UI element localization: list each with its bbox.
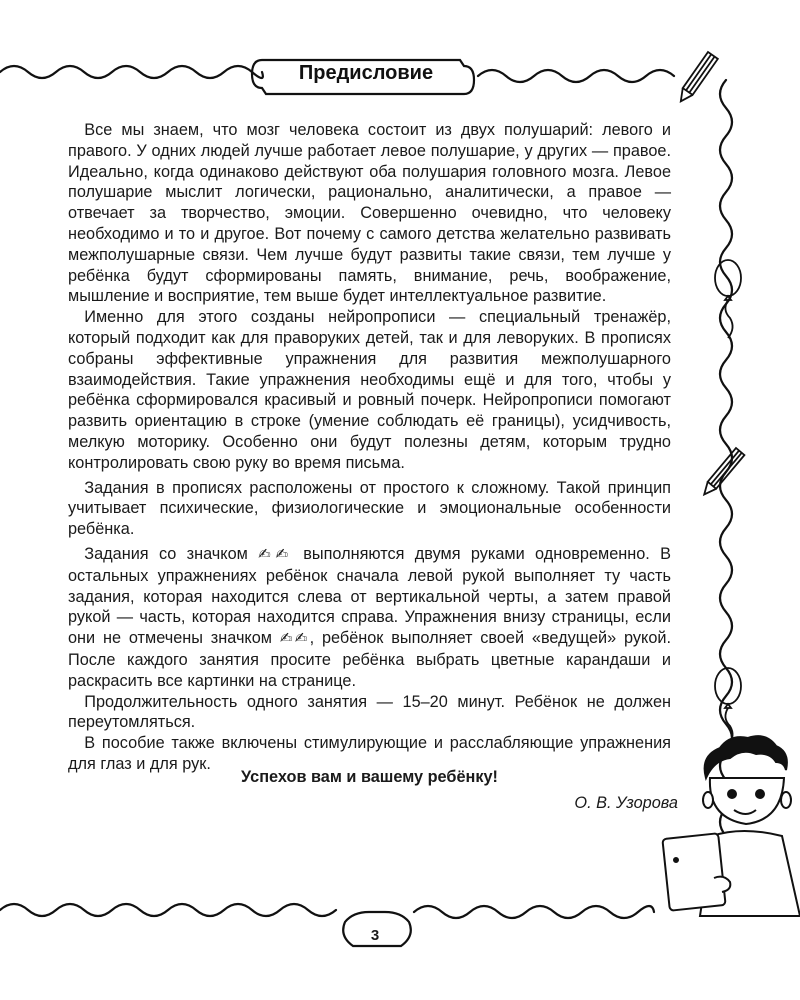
pencil-icon: [700, 448, 744, 498]
bottom-wave-left: [0, 904, 336, 916]
paragraph: Задания со значком ✍︎✍ выполняются двумя руками одновременно. В остальных упражнениях ребёнок сначала левой рукой выполняет ту часть задания, которая находится слева от вертикальной черты, а затем правой рукой — часть, которая находится справа. Упражнения внизу страницы, если они не отмечены значком ✍︎✍, ребёнок выполняет своей «ведущей» рукой. После каждого занятия просите ребёнка выбрать цветные карандаши и раскрасить все картинки на странице.: [68, 544, 672, 690]
top-wave-right: [478, 70, 674, 82]
author-signature: О. В. Узорова: [574, 794, 678, 812]
right-wave: [720, 80, 732, 836]
bottom-wave-right: [414, 906, 654, 918]
paragraph: Продолжительность одного занятия — 15–20 минут. Ребёнок не должен переутомляться.: [68, 692, 671, 732]
balloon-icon: [715, 260, 741, 338]
paragraph: Все мы знаем, что мозг человека состоит из двух полушарий: левого и правого. У одних людей лучше работает левое полушарие, у других — правое. Идеально, когда одинаково действуют оба полушария головного мозга. Левое полушарие мыслит логически, рационально, аналитически, а правое — отвечает за творчество, эмоции. Совершенно очевидно, что человеку необходимо и то и другое. Вот почему с самого детства желательно развивать межполушарные связи. Чем лучше будут развиты такие связи, тем лучше у ребёнка будут сформированы память, внимание, речь, воображение, мышление и восприятие, тем выше будет интеллектуальное развитие.: [68, 121, 671, 306]
balloon-icon: [715, 668, 741, 746]
preface-text: [68, 120, 671, 775]
top-wave-left: [0, 66, 263, 78]
pencil-icon: [676, 52, 718, 105]
closing-wish: Успехов вам и вашему ребёнку!: [241, 768, 498, 786]
two-hands-writing-icon: ✍︎✍: [258, 545, 293, 563]
paragraph: Задания в прописях расположены от простого к сложному. Такой принцип учитывает психические, физиологические и эмоциональные особенности ребёнка.: [68, 478, 671, 539]
paragraph: Именно для этого созданы нейропрописи — специальный тренажёр, который подходит как для праворуких детей, так и для леворуких. В прописях собраны эффективные упражнения для развития межполушарного взаимодействия. Такие упражнения необходимы ещё и для того, чтобы у ребёнка сформировался красивый и ровный почерк. Нейропрописи помогают развить ориентацию в строке (умение соблюдать её границы), усидчивость, мелкую моторику. Особенно они будут полезны детям, которым трудно контролировать свою руку во время письма.: [68, 308, 671, 472]
page-number: 3: [370, 926, 380, 944]
boy-with-tablet-illustration: [662, 736, 800, 916]
paragraph: В пособие также включены стимулирующие и расслабляющие упражнения для глаз и для рук.: [68, 734, 671, 773]
two-hands-writing-icon: ✍︎✍: [279, 630, 310, 648]
page-title: Предисловие: [298, 61, 434, 84]
